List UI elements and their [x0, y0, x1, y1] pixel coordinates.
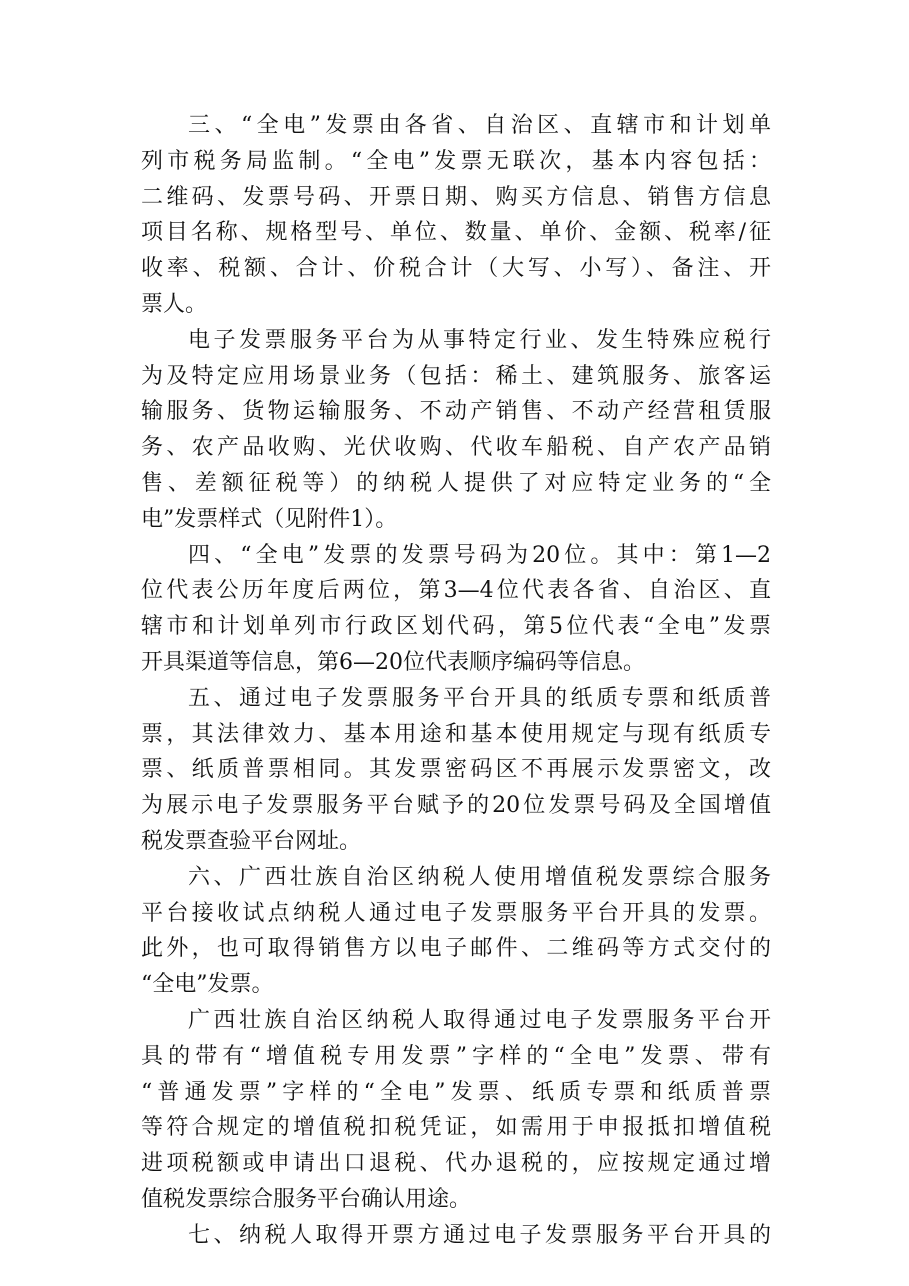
paragraph-guangxi-line-3: “普通发票”字样的“全电”发票、纸质专票和纸质普票 — [141, 1079, 771, 1105]
paragraph-platform-line-1: 电子发票服务平台为从事特定行业、发生特殊应税行 — [188, 327, 771, 353]
paragraph-7-line-1: 七、纳税人取得开票方通过电子发票服务平台开具的 — [188, 1222, 771, 1248]
paragraph-guangxi-line-2: 具的带有“增值税专用发票”字样的“全电”发票、带有 — [141, 1043, 771, 1069]
paragraph-3-line-4: 项目名称、规格型号、单位、数量、单价、金额、税率/征 — [141, 220, 771, 246]
paragraph-6-line-4: “全电”发票。 — [141, 972, 274, 998]
paragraph-3-line-6: 票人。 — [141, 291, 208, 317]
paragraph-3-line-1: 三、“全电”发票由各省、自治区、直辖市和计划单 — [188, 113, 771, 138]
paragraph-platform-line-2: 为及特定应用场景业务（包括：稀土、建筑服务、旅客运 — [141, 363, 771, 389]
paragraph-5-line-3: 票、纸质普票相同。其发票密码区不再展示发票密文，改 — [141, 757, 771, 783]
paragraph-3-line-5: 收率、税额、合计、价税合计（大写、小写）、备注、开 — [141, 256, 771, 282]
paragraph-6-line-1: 六、广西壮族自治区纳税人使用增值税发票综合服务 — [188, 864, 771, 890]
paragraph-guangxi-line-4: 等符合规定的增值税扣税凭证，如需用于申报抵扣增值税 — [141, 1115, 771, 1141]
paragraph-5-line-4: 为展示电子发票服务平台赋予的20位发票号码及全国增值 — [141, 793, 771, 819]
paragraph-4-line-1: 四、“全电”发票的发票号码为20位。其中：第1—2 — [188, 542, 771, 568]
paragraph-3-line-3: 二维码、发票号码、开票日期、购买方信息、销售方信息 — [141, 184, 771, 210]
paragraph-3-line-2: 列市税务局监制。“全电”发票无联次，基本内容包括： — [141, 148, 771, 174]
paragraph-4-line-3: 辖市和计划单列市行政区划代码，第5位代表“全电”发票 — [141, 614, 771, 640]
paragraph-6-line-3: 此外，也可取得销售方以电子邮件、二维码等方式交付的 — [141, 936, 771, 962]
paragraph-guangxi-line-1: 广西壮族自治区纳税人取得通过电子发票服务平台开 — [188, 1007, 771, 1033]
paragraph-platform-line-5: 售、差额征税等）的纳税人提供了对应特定业务的“全 — [141, 470, 771, 496]
paragraph-platform-line-3: 输服务、货物运输服务、不动产销售、不动产经营租赁服 — [141, 399, 771, 425]
paragraph-5-line-5: 税发票查验平台网址。 — [141, 828, 362, 854]
paragraph-platform-line-4: 务、农产品收购、光伏收购、代收车船税、自产农产品销 — [141, 435, 771, 461]
paragraph-platform-line-6: 电”发票样式（见附件1）。 — [141, 506, 398, 532]
paragraph-4-line-4: 开具渠道等信息，第6—20位代表顺序编码等信息。 — [141, 649, 645, 675]
paragraph-guangxi-line-6: 值税发票综合服务平台确认用途。 — [141, 1186, 472, 1212]
document-body — [141, 108, 771, 1254]
paragraph-5-line-1: 五、通过电子发票服务平台开具的纸质专票和纸质普 — [188, 685, 771, 711]
paragraph-4-line-2: 位代表公历年度后两位，第3—4位代表各省、自治区、直 — [141, 578, 771, 604]
paragraph-5-line-2: 票，其法律效力、基本用途和基本使用规定与现有纸质专 — [141, 721, 771, 747]
paragraph-guangxi-line-5: 进项税额或申请出口退税、代办退税的，应按规定通过增 — [141, 1151, 771, 1177]
paragraph-6-line-2: 平台接收试点纳税人通过电子发票服务平台开具的发票。 — [141, 900, 771, 926]
